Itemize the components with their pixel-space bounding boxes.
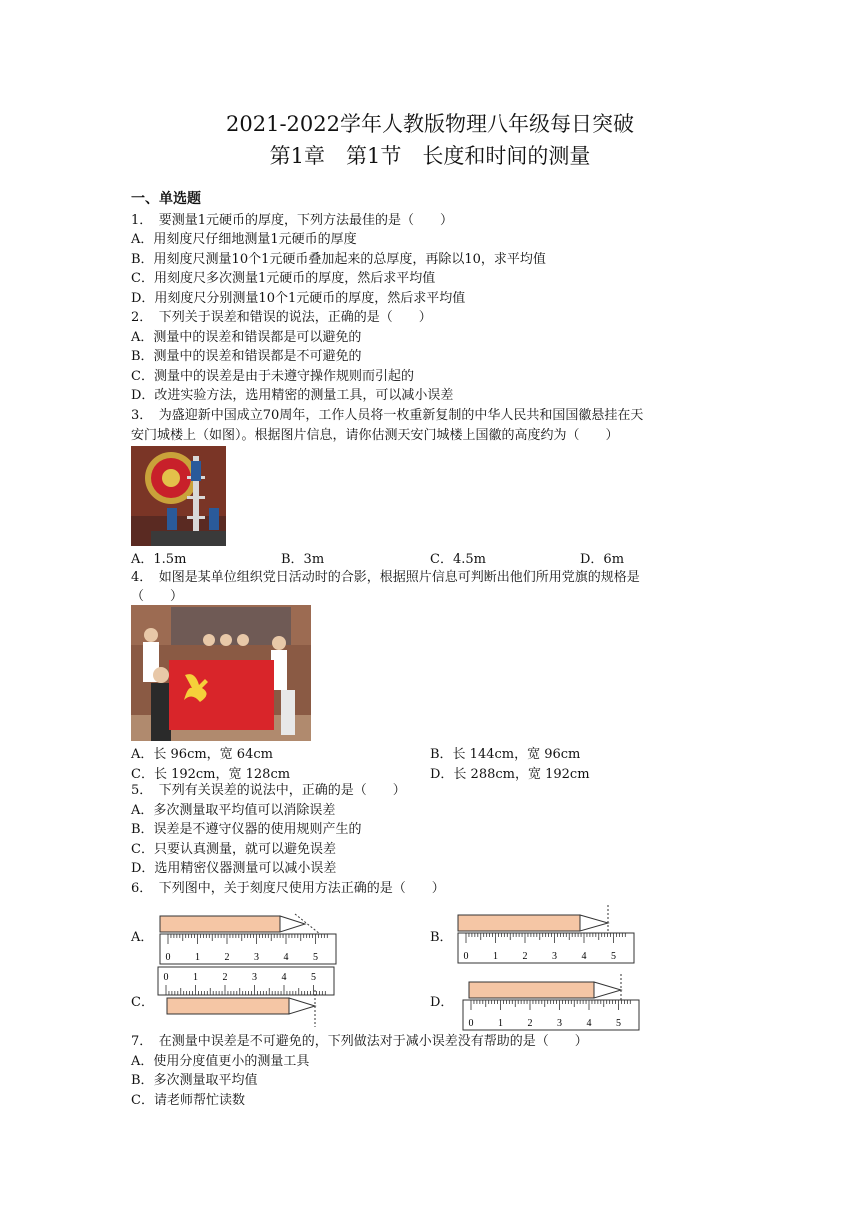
q2-option-b: B．测量中的误差和错误都是不可避免的 <box>131 349 362 364</box>
ruler-diagram-d <box>455 972 645 1034</box>
q6-stem: 6． 下列图中，关于刻度尺使用方法正确的是（ ） <box>131 881 445 896</box>
emblem-photo-drawing <box>131 446 226 546</box>
q6-label-b: B． <box>430 930 453 945</box>
ruler-tick-label: 5 <box>611 951 616 962</box>
q3-option-b: B．3m <box>281 552 325 567</box>
q2-option-c: C．测量中的误差是由于未遵守操作规则而引起的 <box>131 369 414 384</box>
ruler-diagram-b <box>455 905 645 967</box>
q6-label-c: C． <box>131 995 154 1010</box>
pencil-body <box>167 998 289 1014</box>
q4-option-d: D．长 288cm，宽 192cm <box>430 767 590 782</box>
emblem-photo <box>131 446 226 546</box>
q7-option-c: C．请老师帮忙读数 <box>131 1093 245 1108</box>
q3-option-d: D．6m <box>580 552 625 567</box>
pencil-tip <box>280 916 305 932</box>
ruler-tick-label: 4 <box>281 972 287 983</box>
q4-stem-line1: 4． 如图是某单位组织党日活动时的合影，根据照片信息可判断出他们所用党旗的规格是 <box>131 570 640 585</box>
chapter-title: 第1章 第1节 长度和时间的测量 <box>269 144 591 168</box>
ruler-tick-label: 5 <box>313 952 318 963</box>
q6-label-a: A． <box>131 930 154 945</box>
ruler-tick-label: 4 <box>586 1018 592 1029</box>
q5-option-a: A．多次测量取平均值可以消除误差 <box>131 803 336 818</box>
q5-option-c: C．只要认真测量，就可以避免误差 <box>131 842 336 857</box>
q6-label-d: D． <box>430 995 454 1010</box>
ruler-tick-label: 1 <box>195 952 200 963</box>
q2-option-d: D．改进实验方法，选用精密的测量工具，可以减小误差 <box>131 388 454 403</box>
pencil-tip <box>580 915 608 931</box>
q1-stem: 1． 要测量1元硬币的厚度，下列方法最佳的是（ ） <box>131 213 454 228</box>
q5-stem: 5． 下列有关误差的说法中，正确的是（ ） <box>131 783 406 798</box>
ruler-tick-label: 2 <box>222 972 228 983</box>
pencil-body <box>469 982 594 998</box>
q4-option-b: B．长 144cm，宽 96cm <box>430 747 581 762</box>
q3-stem-line2: 安门城楼上（如图）。根据图片信息，请你估测天安门城楼上国徽的高度约为（ ） <box>131 428 619 443</box>
ruler-tick-label: 4 <box>581 951 587 962</box>
q2-stem: 2． 下列关于误差和错误的说法，正确的是（ ） <box>131 310 432 325</box>
pencil-body <box>160 916 280 932</box>
ruler-tick-label: 4 <box>283 952 289 963</box>
q5-option-b: B．误差是不遵守仪器的使用规则产生的 <box>131 822 362 837</box>
ruler-tick-label: 5 <box>616 1018 621 1029</box>
q1-option-c: C．用刻度尺多次测量1元硬币的厚度，然后求平均值 <box>131 271 436 286</box>
ruler-tick-label: 0 <box>165 952 171 963</box>
q3-option-c: C．4.5m <box>430 552 486 567</box>
pencil-tip <box>594 982 621 998</box>
q4-stem-line2: （ ） <box>131 589 184 604</box>
q7-option-a: A．使用分度值更小的测量工具 <box>131 1054 310 1069</box>
ruler-tick-label: 1 <box>193 972 198 983</box>
section-heading: 一、单选题 <box>131 191 201 207</box>
party-flag-photo <box>131 605 311 741</box>
q5-option-d: D．选用精密仪器测量可以减小误差 <box>131 861 337 876</box>
party-flag-photo-drawing <box>131 605 311 741</box>
ruler-tick-label: 3 <box>552 951 557 962</box>
q1-option-a: A．用刻度尺仔细地测量1元硬币的厚度 <box>131 232 357 247</box>
ruler-tick-label: 2 <box>522 951 528 962</box>
ruler-tick-label: 3 <box>557 1018 562 1029</box>
ruler-diagram-a <box>155 910 345 968</box>
ruler-tick-label: 2 <box>224 952 230 963</box>
ruler-tick-label: 0 <box>468 1018 474 1029</box>
worksheet-title: 2021-2022学年人教版物理八年级每日突破 <box>226 112 634 136</box>
ruler-tick-label: 1 <box>493 951 498 962</box>
pencil-body <box>458 915 580 931</box>
ruler-tick-label: 3 <box>252 972 257 983</box>
q1-option-d: D．用刻度尺分别测量10个1元硬币的厚度，然后求平均值 <box>131 291 466 306</box>
q1-option-b: B．用刻度尺测量10个1元硬币叠加起来的总厚度，再除以10，求平均值 <box>131 252 546 267</box>
ruler-tick-label: 2 <box>527 1018 533 1029</box>
pencil-tip <box>289 998 315 1014</box>
ruler-body <box>463 1000 639 1030</box>
q4-option-a: A．长 96cm，宽 64cm <box>131 747 273 762</box>
ruler-tick-label: 1 <box>498 1018 503 1029</box>
q3-option-a: A．1.5m <box>131 552 187 567</box>
q3-stem-line1: 3． 为盛迎新中国成立70周年，工作人员将一枚重新复制的中华人民共和国国徽悬挂在天 <box>131 408 644 423</box>
ruler-diagram-c <box>155 965 345 1030</box>
ruler-tick-label: 3 <box>254 952 259 963</box>
q7-stem: 7． 在测量中误差是不可避免的，下列做法对于减小误差没有帮助的是（ ） <box>131 1034 588 1049</box>
q4-option-c: C．长 192cm，宽 128cm <box>131 767 291 782</box>
ruler-tick-label: 5 <box>311 972 316 983</box>
ruler-tick-label: 0 <box>163 972 169 983</box>
q2-option-a: A．测量中的误差和错误都是可以避免的 <box>131 330 362 345</box>
ruler-body <box>458 933 634 963</box>
q7-option-b: B．多次测量取平均值 <box>131 1073 258 1088</box>
ruler-body <box>158 967 334 995</box>
ruler-body <box>160 934 336 964</box>
ruler-tick-label: 0 <box>463 951 469 962</box>
